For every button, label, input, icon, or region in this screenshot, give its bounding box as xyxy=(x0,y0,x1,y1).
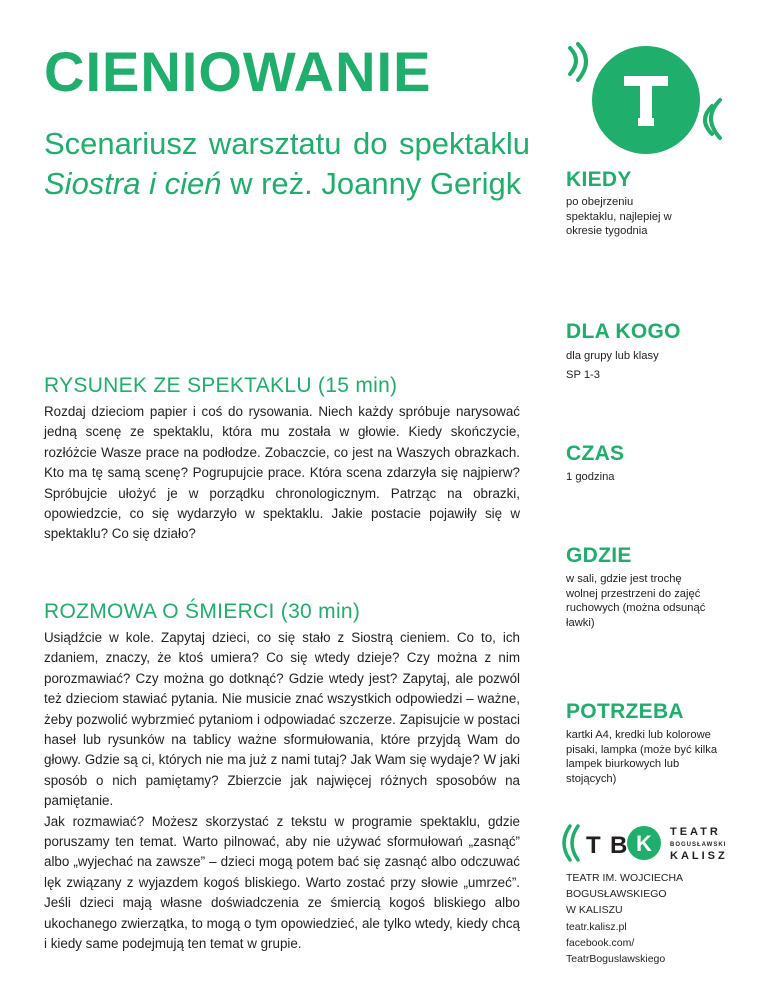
sound-waves-logo-icon xyxy=(556,40,726,180)
section-heading-drawing: RYSUNEK ZE SPEKTAKLU (15 min) xyxy=(44,374,398,397)
website-link[interactable]: teatr.kalisz.pl xyxy=(566,920,627,933)
theatre-logo-icon xyxy=(562,822,732,864)
svg-text:T: T xyxy=(586,832,601,859)
section-heading-death-talk: ROZMOWA O ŚMIERCI (30 min) xyxy=(44,600,361,623)
sidebar-heading-needs: POTRZEBA xyxy=(566,700,684,723)
svg-text:TEATR: TEATR xyxy=(670,826,721,838)
sidebar-heading-when: KIEDY xyxy=(566,168,632,191)
sidebar-heading-time: CZAS xyxy=(566,442,625,465)
play-title: Siostra i cień xyxy=(44,166,222,201)
sidebar-text-for-whom: dla grupy lub klasy SP 1-3 xyxy=(566,350,659,381)
page-subtitle: Scenariusz warsztatu do spektaklu Siostra i cień w reż. Joanny Gerigk xyxy=(44,126,530,201)
sidebar-text-time: 1 godzina xyxy=(566,471,615,483)
sidebar-text-when: po obejrzeniu spektaklu, najlepiej w okresie tygodnia xyxy=(566,196,672,237)
sidebar-heading-for-whom: DLA KOGO xyxy=(566,320,681,343)
svg-text:B: B xyxy=(610,832,628,859)
page-title: CIENIOWANIE xyxy=(44,40,432,103)
svg-text:KALISZ: KALISZ xyxy=(670,850,728,862)
facebook-link[interactable]: facebook.com/ TeatrBoguslawskiego xyxy=(566,936,666,966)
svg-text:BOGUSŁAWSKI: BOGUSŁAWSKI xyxy=(670,842,727,848)
section-body-death-talk: Usiądźcie w kole. Zapytaj dzieci, co się stało z Siostrą cieniem. Co to, ich zdaniem, znaczy, że ktoś umiera? Co się wtedy dzieje? Czy można z nim porozmawiać? Czy można go dotknąć? Gdzie wtedy jest? Zapytaj, ale pozwól też dzieciom stawiać pytania. Nie musicie znać wszystkich odpowiedzi – ważne, żeby pozwolić wybrzmieć pytaniom i odpowiadać szczerze. Zapisujcie w postaci haseł lub rysunków na tablicy ważne sformułowania, które przyjdą Wam do głowy. Gdzie są ci, których nie ma już z nami tutaj? Jak Wam się wydaje? W jaki sposób o nich pamiętamy? Zbierzcie jak najwięcej różnych sposobów na pamiętanie. Jak rozmawiać? Możesz skorzystać z tekstu w programie spektaklu, gdzie poruszamy ten temat. Warto pilnować, aby nie używać sformułowań „zasnąć” albo „wyjechać na zawsze” – dzieci mogą potem bać się zasnąć albo odczuwać lęk związany z wyjazdem kogoś bliskiego. Warto zostać przy słowie „umrzeć”. Jeśli dzieci mają własne doświadczenia ze śmiercią kogoś bliskiego albo ukochanego zwierzątka, to mogą o tym opowiedzieć, ale tylko wtedy, kiedy chcą i kiedy same podejmują ten temat w grupie. xyxy=(44,630,520,952)
sidebar-heading-where: GDZIE xyxy=(566,544,632,567)
sidebar-text-needs: kartki A4, kredki lub kolorowe pisaki, lampka (może być kilka lampek biurkowych lub stojących) xyxy=(566,729,718,785)
theatre-address: TEATR IM. WOJCIECHA BOGUSŁAWSKIEGO W KALISZU teatr.kalisz.pl facebook.com/ TeatrBoguslawskiego xyxy=(566,870,746,967)
section-body-drawing: Rozdaj dzieciom papier i coś do rysowania. Niech każdy spróbuje narysować jedną scenę ze spektaklu, która mu została w głowie. Kiedy skończycie, rozłóżcie Wasze prace na podłodze. Zobaczcie, co jest na Waszych obrazkach. Kto ma tę samą scenę? Pogrupujcie prace. Która scena zdarzyła się najpierw? Spróbujcie ułożyć je w porządku chronologicznym. Patrząc na obrazki, opowiedzcie, co się wydarzyło w spektaklu. Jakie postacie pojawiły się w spektaklu? Co się działo? xyxy=(44,404,520,542)
sidebar-text-where: w sali, gdzie jest trochę wolnej przestrzeni do zajęć ruchowych (można odsunąć ławki) xyxy=(566,573,706,629)
svg-text:K: K xyxy=(636,831,652,856)
